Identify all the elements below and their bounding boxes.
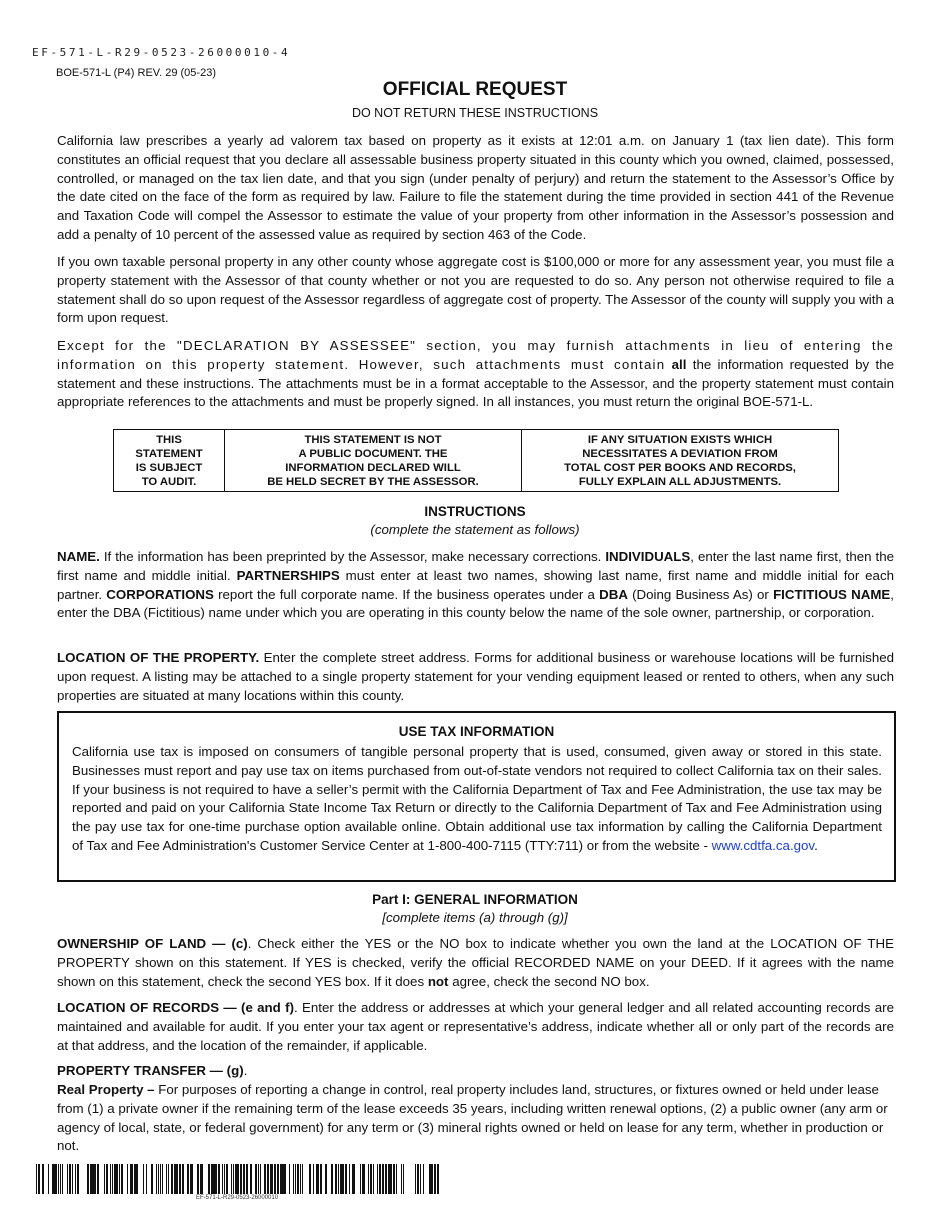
barcode-bar <box>401 1164 402 1194</box>
barcode-bar <box>226 1164 228 1194</box>
barcode-bar <box>43 1164 44 1194</box>
barcode-bar <box>338 1164 339 1194</box>
barcode-bar <box>349 1164 350 1194</box>
barcode-bar <box>158 1164 159 1194</box>
attachments-text-bold: all <box>671 356 687 372</box>
use-tax-box <box>57 711 896 882</box>
barcode-bar <box>72 1164 73 1194</box>
barcode-bar <box>352 1164 354 1194</box>
barcode-bar <box>213 1164 215 1194</box>
barcode-bar <box>370 1164 371 1194</box>
barcode-bar <box>222 1164 223 1194</box>
barcode-bar <box>48 1164 49 1194</box>
barcode-bar <box>67 1164 68 1194</box>
barcode-bar <box>434 1164 435 1194</box>
barcode-bar <box>243 1164 245 1194</box>
barcode-bar <box>151 1164 153 1194</box>
barcode-bar <box>297 1164 299 1194</box>
barcode-bar <box>423 1164 424 1194</box>
barcode-bar <box>156 1164 157 1194</box>
transfer-label: PROPERTY TRANSFER — (g) <box>57 1063 244 1078</box>
name-text-4: report the full corporate name. If the business operates under a <box>213 586 600 602</box>
barcode-bar <box>224 1164 225 1194</box>
ownership-not: not <box>427 973 449 989</box>
name-text-5: (Doing Business As) or <box>627 586 774 602</box>
name-label: NAME. <box>57 549 100 564</box>
barcode-bar <box>92 1164 93 1194</box>
barcode-bar <box>295 1164 296 1194</box>
barcode-bar <box>54 1164 56 1194</box>
notice-audit-cell: THIS STATEMENT IS SUBJECT TO AUDIT. <box>114 430 225 492</box>
barcode-bar <box>354 1164 355 1194</box>
barcode-bar <box>280 1164 281 1194</box>
name-text-2: , enter the last name first, then the first name and middle initial. <box>57 549 894 583</box>
barcode-bar <box>396 1164 397 1194</box>
barcode-bar <box>112 1164 113 1194</box>
barcode-bar <box>197 1164 199 1194</box>
barcode-bar <box>87 1164 89 1194</box>
barcode-bar <box>300 1164 301 1194</box>
barcode-bar <box>255 1164 257 1194</box>
barcode-bar <box>233 1164 234 1194</box>
barcode-bar <box>187 1164 189 1194</box>
barcode-bar <box>264 1164 266 1194</box>
barcode-bar <box>317 1164 319 1194</box>
barcode-bar <box>235 1164 237 1194</box>
barcode-bar <box>116 1164 118 1194</box>
fictitious-name-label: FICTITIOUS NAME <box>773 586 891 602</box>
location-text: Enter the complete street address. Forms for additional business or warehouse locations will be furnished upon request. A listing may be attached to a single property statement for your vending equipment leased or rented to others, when any such properties are situated at many locations within this county. <box>57 650 895 703</box>
barcode-bar <box>42 1164 43 1194</box>
page-title: OFFICIAL REQUEST <box>382 79 568 100</box>
barcode-bar <box>250 1164 252 1194</box>
barcode-bar <box>289 1164 290 1194</box>
barcode-bar <box>403 1164 404 1194</box>
barcode-bar <box>283 1164 284 1194</box>
real-property-text: For purposes of reporting a change in control, real property includes land, structures, or fixtures owned or held under lease from (1) a private owner if the remaining term of the lease exceeds 35 years, including written renewal options, (2) a public owner (any arm or agency of local, state, or federal government) for any term or (3) mineral rights owned or held on lease for any term, whether in production or not. <box>57 1082 888 1154</box>
name-text-1: If the information has been preprinted by the Assessor, make necessary corrections. <box>99 549 606 564</box>
location-instructions <box>57 649 894 705</box>
barcode-bar <box>431 1164 433 1194</box>
barcode-bar <box>162 1164 163 1194</box>
barcode-bar <box>52 1164 54 1194</box>
barcode-bar <box>160 1164 161 1194</box>
barcode-bar <box>313 1164 314 1194</box>
real-property-label: Real Property – <box>57 1082 155 1097</box>
barcode-bar <box>166 1164 167 1194</box>
barcode-bar <box>215 1164 216 1194</box>
barcode-bar <box>174 1164 176 1194</box>
barcode-bar <box>258 1164 259 1194</box>
notice-secret-cell: THIS STATEMENT IS NOT A PUBLIC DOCUMENT. THE INFORMATION DECLARED WILL BE HELD SECRET BY THE ASSESSOR. <box>225 430 522 492</box>
part1-subheading: [complete items (a) through (g)] <box>382 910 568 925</box>
barcode-bar <box>211 1164 213 1194</box>
location-label: LOCATION OF THE PROPERTY. <box>57 650 260 665</box>
records-instructions <box>57 999 894 1055</box>
barcode-bar <box>284 1164 286 1194</box>
barcode-bar <box>309 1164 311 1194</box>
barcode-bar <box>106 1164 108 1194</box>
transfer-end: . <box>243 1063 248 1078</box>
intro-paragraph-1: California law prescribes a yearly ad valorem tax based on property as it exists at 12:01 a.m. on January 1 (tax lien date). This form constitutes an official request that you declare all assessable business property situated in this county which you owned, claimed, possessed, controlled, or managed on the tax lien date, and that you sign (under penalty of perjury) and return the statement to the Assessor’s Office by the date cited on the face of the form as required by law. Failure to file the statement during the time provided in section 441 of the Revenue and Taxation Code will compel the Assessor to estimate the value of your property from other information in the Assessor’s possession and add a penalty of 10 percent of the assessed value as required by section 463 of the Code. <box>57 133 894 242</box>
barcode-bar <box>190 1164 192 1194</box>
barcode-bar <box>342 1164 344 1194</box>
form-code: EF-571-L-R29-0523-26000010-4 <box>32 46 291 59</box>
barcode-bar <box>379 1164 381 1194</box>
transfer-heading <box>57 1062 894 1081</box>
name-text-6: , enter the DBA (Fictitious) name under which you are operating in this county below the name of the sole owner, partnership, or corporation. <box>57 586 894 621</box>
barcode-bar <box>420 1164 421 1194</box>
barcode-bar <box>146 1164 147 1194</box>
barcode-bar <box>277 1164 279 1194</box>
barcode-bar <box>274 1164 276 1194</box>
barcode-bar <box>267 1164 269 1194</box>
barcode-bar <box>75 1164 76 1194</box>
ownership-label: OWNERSHIP OF LAND — (c) <box>57 936 248 951</box>
barcode-bar <box>331 1164 333 1194</box>
barcode-bar <box>130 1164 131 1194</box>
corporations-label: CORPORATIONS <box>106 586 214 602</box>
barcode <box>36 1164 440 1194</box>
use-tax-text <box>72 743 882 856</box>
barcode-bar <box>435 1164 436 1194</box>
barcode-bar <box>134 1164 136 1194</box>
barcode-bar <box>293 1164 294 1194</box>
page-subtitle: DO NOT RETURN THESE INSTRUCTIONS <box>351 106 599 120</box>
barcode-bar <box>114 1164 116 1194</box>
barcode-bar <box>171 1164 173 1194</box>
barcode-bar <box>393 1164 395 1194</box>
barcode-bar <box>200 1164 201 1194</box>
barcode-bar <box>58 1164 59 1194</box>
barcode-bar <box>104 1164 105 1194</box>
barcode-bar <box>237 1164 238 1194</box>
barcode-bar <box>362 1164 364 1194</box>
use-tax-heading: USE TAX INFORMATION <box>398 724 555 739</box>
barcode-bar <box>270 1164 271 1194</box>
barcode-bar <box>176 1164 178 1194</box>
barcode-bar <box>240 1164 242 1194</box>
barcode-bar <box>62 1164 63 1194</box>
barcode-bar <box>36 1164 37 1194</box>
ownership-instructions <box>57 935 894 991</box>
barcode-bar <box>208 1164 209 1194</box>
barcode-bar <box>121 1164 123 1194</box>
part1-heading: Part I: GENERAL INFORMATION <box>372 892 578 907</box>
barcode-bar <box>56 1164 57 1194</box>
barcode-bar <box>385 1164 387 1194</box>
barcode-bar <box>377 1164 378 1194</box>
barcode-bar <box>93 1164 95 1194</box>
real-property-instructions <box>57 1081 894 1156</box>
barcode-bar <box>271 1164 273 1194</box>
barcode-bar <box>218 1164 220 1194</box>
ownership-text-2: agree, check the second NO box. <box>448 973 650 989</box>
use-tax-body: California use tax is imposed on consumers of tangible personal property that is used, consumed, given away or stored in this state. Businesses must report and pay use tax on items purchased from out-of-state vendors not required to collect California tax on their sales. If your business is not required to have a seller’s permit with the California Department of Tax and Fee Administration, the use tax may be reported and paid on your California State Income Tax Return or directly to the California Department of Tax and Fee Administration using the pay use tax for one-time purchase option available online. Obtain additional use tax information by calling the California Department of Tax and Fee Administration's Customer Service Center at 1-800-400-7115 (TTY:711) or from the website - <box>72 744 882 853</box>
barcode-bar <box>382 1164 384 1194</box>
instructions-subheading: (complete the statement as follows) <box>370 522 580 537</box>
barcode-bar <box>231 1164 232 1194</box>
barcode-bar <box>437 1164 439 1194</box>
barcode-bar <box>417 1164 418 1194</box>
barcode-bar <box>180 1164 181 1194</box>
barcode-bar <box>368 1164 369 1194</box>
intro-paragraph-2: If you own taxable personal property in any other county whose aggregate cost is $100,000 or more for any assessment year, you must file a property statement with the Assessor of that county whether or not you are requested to do so. Any person not otherwise required to file a statement shall do so upon request of the Assessor regardless of aggregate cost of property. The Assessor of the county will supply you with a form upon request. <box>57 254 894 326</box>
barcode-bar <box>320 1164 322 1194</box>
barcode-bar <box>316 1164 317 1194</box>
name-text-3: must enter at least two names, showing last name, first name and middle initial for each partner. <box>57 567 894 602</box>
barcode-bar <box>325 1164 327 1194</box>
barcode-bar <box>281 1164 282 1194</box>
barcode-bar <box>388 1164 390 1194</box>
records-text: . Enter the address or addresses at which your general ledger and all related accounting records are maintained and available for audit. If you enter your tax agent or representative’s address, indicate whether all or only part of the records are at that address, and the location of the remainder, if applicable. <box>57 1000 894 1053</box>
barcode-bar <box>192 1164 193 1194</box>
form-revision: BOE-571-L (P4) REV. 29 (05-23) <box>56 67 216 79</box>
barcode-bar <box>97 1164 98 1194</box>
cdtfa-website-link[interactable]: www.cdtfa.ca.gov <box>711 837 815 853</box>
barcode-bar <box>78 1164 79 1194</box>
barcode-bar <box>137 1164 138 1194</box>
barcode-text: EF-571-L-R29-0523-26000010 <box>196 1195 279 1201</box>
barcode-bar <box>119 1164 120 1194</box>
attachments-text-b: the information requested by the statement and these instructions. The attachments must be in a format acceptable to the Assessor, and the property statement must contain appropriate references to the attachments and must be properly signed. In all instances, you must return the original BOE-571-L. <box>57 356 894 410</box>
barcode-bar <box>345 1164 347 1194</box>
barcode-bar <box>143 1164 144 1194</box>
instructions-heading: INSTRUCTIONS <box>424 504 526 519</box>
barcode-bar <box>77 1164 78 1194</box>
barcode-bar <box>182 1164 184 1194</box>
partnerships-label: PARTNERSHIPS <box>236 567 340 583</box>
barcode-bar <box>38 1164 40 1194</box>
barcode-bar <box>415 1164 416 1194</box>
individuals-label: INDIVIDUALS <box>605 549 691 564</box>
notice-deviation-cell: IF ANY SITUATION EXISTS WHICH NECESSITATES A DEVIATION FROM TOTAL COST PER BOOKS AND RECORDS, FULLY EXPLAIN ALL ADJUSTMENTS. <box>522 430 839 492</box>
use-tax-end: . <box>814 837 818 853</box>
barcode-bar <box>179 1164 180 1194</box>
barcode-bar <box>418 1164 419 1194</box>
notice-table <box>113 429 839 492</box>
barcode-bar <box>131 1164 133 1194</box>
barcode-bar <box>360 1164 361 1194</box>
barcode-bar <box>209 1164 210 1194</box>
barcode-bar <box>69 1164 70 1194</box>
barcode-bar <box>246 1164 248 1194</box>
barcode-bar <box>238 1164 239 1194</box>
barcode-bar <box>136 1164 137 1194</box>
barcode-bar <box>201 1164 203 1194</box>
barcode-bar <box>90 1164 92 1194</box>
barcode-bar <box>282 1164 283 1194</box>
barcode-bar <box>335 1164 337 1194</box>
barcode-bar <box>98 1164 99 1194</box>
barcode-bar <box>371 1164 372 1194</box>
ownership-text-1: . Check either the YES or the NO box to indicate whether you own the land at the LOCATION OF THE PROPERTY shown on this statement. If YES is checked, verify the official RECORDED NAME on your DEED. If it agrees with the name shown on this statement, check the second YES box. If it does <box>57 936 894 989</box>
barcode-bar <box>95 1164 96 1194</box>
barcode-bar <box>127 1164 128 1194</box>
attachments-text-a: Except for the "DECLARATION BY ASSESSEE" section, you may furnish attachments in lieu of entering the information on this property statement. However, such attachments must contain <box>57 338 894 372</box>
barcode-bar <box>60 1164 61 1194</box>
intro-paragraph-3 <box>57 337 894 412</box>
barcode-bar <box>390 1164 392 1194</box>
dba-label: DBA <box>599 586 628 602</box>
name-instructions <box>57 548 894 623</box>
barcode-bar <box>216 1164 217 1194</box>
barcode-bar <box>302 1164 303 1194</box>
barcode-bar <box>340 1164 342 1194</box>
barcode-bar <box>168 1164 169 1194</box>
barcode-bar <box>110 1164 111 1194</box>
barcode-bar <box>260 1164 261 1194</box>
records-label: LOCATION OF RECORDS — (e and f) <box>57 1000 294 1015</box>
barcode-bar <box>364 1164 365 1194</box>
barcode-bar <box>70 1164 71 1194</box>
barcode-bar <box>429 1164 431 1194</box>
barcode-bar <box>373 1164 374 1194</box>
